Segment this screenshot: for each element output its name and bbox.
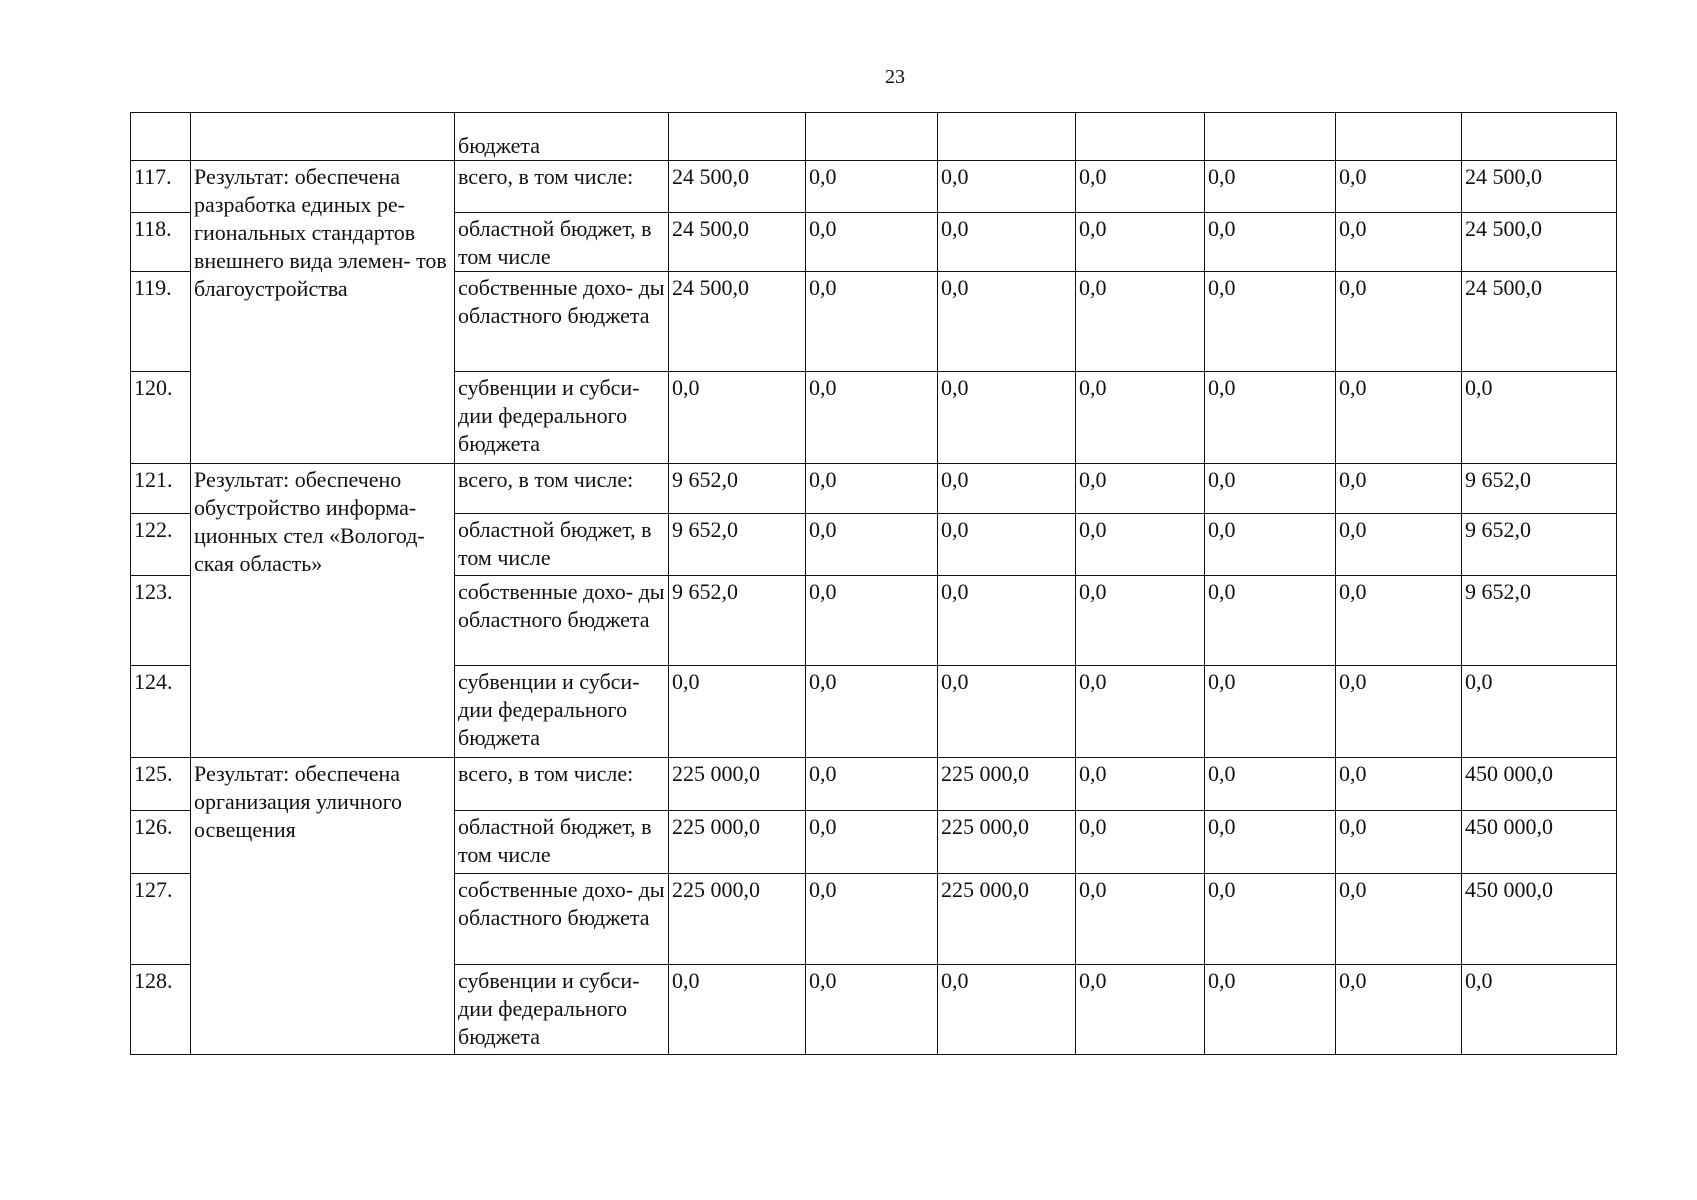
value-cell: 450 000,0 — [1462, 874, 1617, 965]
value-cell: 9 652,0 — [1462, 576, 1617, 666]
value-cell: 24 500,0 — [669, 213, 806, 272]
value-cell: 0,0 — [1205, 666, 1336, 758]
value-cell: 0,0 — [1076, 272, 1205, 372]
value-cell: 0,0 — [806, 464, 938, 514]
value-cell: 9 652,0 — [669, 464, 806, 514]
value-cell: 0,0 — [806, 576, 938, 666]
value-cell: 0,0 — [938, 372, 1076, 464]
value-cell — [1205, 113, 1336, 161]
value-cell: 0,0 — [1205, 213, 1336, 272]
row-number-cell: 124. — [131, 666, 191, 758]
row-number-cell: 118. — [131, 213, 191, 272]
table-row — [131, 161, 1617, 213]
value-cell: 0,0 — [938, 272, 1076, 372]
source-cell: всего, в том числе: — [455, 464, 669, 514]
source-cell: всего, в том числе: — [455, 758, 669, 811]
value-cell: 0,0 — [806, 161, 938, 213]
value-cell: 0,0 — [806, 811, 938, 874]
page-number: 23 — [885, 66, 905, 88]
value-cell: 0,0 — [806, 213, 938, 272]
value-cell — [1462, 113, 1617, 161]
value-cell: 0,0 — [1336, 874, 1462, 965]
value-cell — [938, 113, 1076, 161]
table-body — [131, 113, 1617, 1055]
source-cell: субвенции и субси- дии федерального бюджета — [455, 965, 669, 1055]
value-cell: 225 000,0 — [938, 811, 1076, 874]
result-cell: Результат: обеспечена организация уличного освещения — [191, 758, 455, 1055]
result-cell: Результат: обеспечено обустройство информа- ционных стел «Вологод- ская область» — [191, 464, 455, 758]
row-number-cell: 126. — [131, 811, 191, 874]
value-cell: 0,0 — [1336, 576, 1462, 666]
value-cell: 0,0 — [1336, 464, 1462, 514]
value-cell: 0,0 — [1462, 666, 1617, 758]
value-cell: 225 000,0 — [938, 758, 1076, 811]
result-cell: Результат: обеспечена разработка единых ре- гиональных стандартов внешнего вида элемен- тов благоустройства — [191, 161, 455, 464]
value-cell: 225 000,0 — [669, 811, 806, 874]
value-cell: 9 652,0 — [1462, 464, 1617, 514]
row-number-cell: 123. — [131, 576, 191, 666]
source-cell: субвенции и субси- дии федерального бюджета — [455, 372, 669, 464]
value-cell: 0,0 — [1336, 965, 1462, 1055]
value-cell: 0,0 — [1336, 161, 1462, 213]
value-cell: 0,0 — [1336, 372, 1462, 464]
value-cell: 0,0 — [1205, 576, 1336, 666]
value-cell: 24 500,0 — [1462, 272, 1617, 372]
row-number-cell: 125. — [131, 758, 191, 811]
value-cell: 0,0 — [938, 161, 1076, 213]
value-cell: 0,0 — [669, 666, 806, 758]
value-cell: 0,0 — [1336, 758, 1462, 811]
value-cell: 0,0 — [938, 576, 1076, 666]
source-cell: всего, в том числе: — [455, 161, 669, 213]
source-cell: собственные дохо- ды областного бюджета — [455, 272, 669, 372]
value-cell: 0,0 — [806, 874, 938, 965]
value-cell: 0,0 — [1205, 811, 1336, 874]
value-cell: 0,0 — [1336, 514, 1462, 576]
value-cell: 0,0 — [669, 372, 806, 464]
value-cell: 0,0 — [806, 372, 938, 464]
value-cell: 0,0 — [806, 666, 938, 758]
value-cell: 24 500,0 — [669, 272, 806, 372]
row-number-cell: 128. — [131, 965, 191, 1055]
value-cell: 225 000,0 — [669, 874, 806, 965]
value-cell: 9 652,0 — [669, 576, 806, 666]
value-cell: 0,0 — [1336, 811, 1462, 874]
row-number-cell: 122. — [131, 514, 191, 576]
value-cell: 0,0 — [1076, 464, 1205, 514]
value-cell: 9 652,0 — [669, 514, 806, 576]
value-cell: 0,0 — [1076, 666, 1205, 758]
table-row — [131, 464, 1617, 514]
value-cell: 0,0 — [1076, 758, 1205, 811]
value-cell: 0,0 — [938, 464, 1076, 514]
value-cell: 0,0 — [938, 213, 1076, 272]
value-cell: 450 000,0 — [1462, 758, 1617, 811]
value-cell: 0,0 — [1462, 372, 1617, 464]
row-number-cell: 119. — [131, 272, 191, 372]
value-cell: 0,0 — [1462, 965, 1617, 1055]
value-cell — [1076, 113, 1205, 161]
source-cell: субвенции и субси- дии федерального бюджета — [455, 666, 669, 758]
value-cell: 0,0 — [1076, 213, 1205, 272]
value-cell: 0,0 — [1205, 372, 1336, 464]
value-cell: 0,0 — [1336, 666, 1462, 758]
result-cell — [191, 113, 455, 161]
budget-table — [130, 112, 1617, 1055]
value-cell: 0,0 — [938, 666, 1076, 758]
value-cell: 0,0 — [806, 514, 938, 576]
value-cell: 0,0 — [1076, 372, 1205, 464]
value-cell: 24 500,0 — [1462, 213, 1617, 272]
source-cell: областной бюджет, в том числе — [455, 213, 669, 272]
table-row — [131, 758, 1617, 811]
value-cell: 0,0 — [1205, 272, 1336, 372]
value-cell: 0,0 — [806, 272, 938, 372]
value-cell: 9 652,0 — [1462, 514, 1617, 576]
value-cell: 0,0 — [1205, 874, 1336, 965]
source-cell: бюджета — [455, 113, 669, 161]
row-number-cell: 120. — [131, 372, 191, 464]
value-cell: 0,0 — [1205, 161, 1336, 213]
value-cell: 225 000,0 — [938, 874, 1076, 965]
row-number-cell: 121. — [131, 464, 191, 514]
value-cell: 0,0 — [1336, 213, 1462, 272]
value-cell: 0,0 — [1076, 874, 1205, 965]
value-cell: 0,0 — [1205, 514, 1336, 576]
value-cell: 0,0 — [1076, 965, 1205, 1055]
table-row — [131, 113, 1617, 161]
source-cell: областной бюджет, в том числе — [455, 514, 669, 576]
value-cell: 0,0 — [1076, 576, 1205, 666]
value-cell: 0,0 — [1076, 811, 1205, 874]
value-cell: 0,0 — [1205, 965, 1336, 1055]
source-cell: областной бюджет, в том числе — [455, 811, 669, 874]
row-number-cell: 117. — [131, 161, 191, 213]
value-cell: 225 000,0 — [669, 758, 806, 811]
value-cell: 24 500,0 — [669, 161, 806, 213]
value-cell: 24 500,0 — [1462, 161, 1617, 213]
source-cell: собственные дохо- ды областного бюджета — [455, 874, 669, 965]
value-cell: 0,0 — [1336, 272, 1462, 372]
value-cell: 450 000,0 — [1462, 811, 1617, 874]
value-cell: 0,0 — [1205, 464, 1336, 514]
row-number-cell: 127. — [131, 874, 191, 965]
value-cell: 0,0 — [806, 965, 938, 1055]
value-cell: 0,0 — [669, 965, 806, 1055]
value-cell: 0,0 — [1076, 161, 1205, 213]
value-cell: 0,0 — [1205, 758, 1336, 811]
value-cell: 0,0 — [938, 514, 1076, 576]
source-cell: собственные дохо- ды областного бюджета — [455, 576, 669, 666]
value-cell: 0,0 — [1076, 514, 1205, 576]
value-cell — [806, 113, 938, 161]
value-cell: 0,0 — [806, 758, 938, 811]
value-cell: 0,0 — [938, 965, 1076, 1055]
value-cell — [669, 113, 806, 161]
row-number-cell — [131, 113, 191, 161]
value-cell — [1336, 113, 1462, 161]
